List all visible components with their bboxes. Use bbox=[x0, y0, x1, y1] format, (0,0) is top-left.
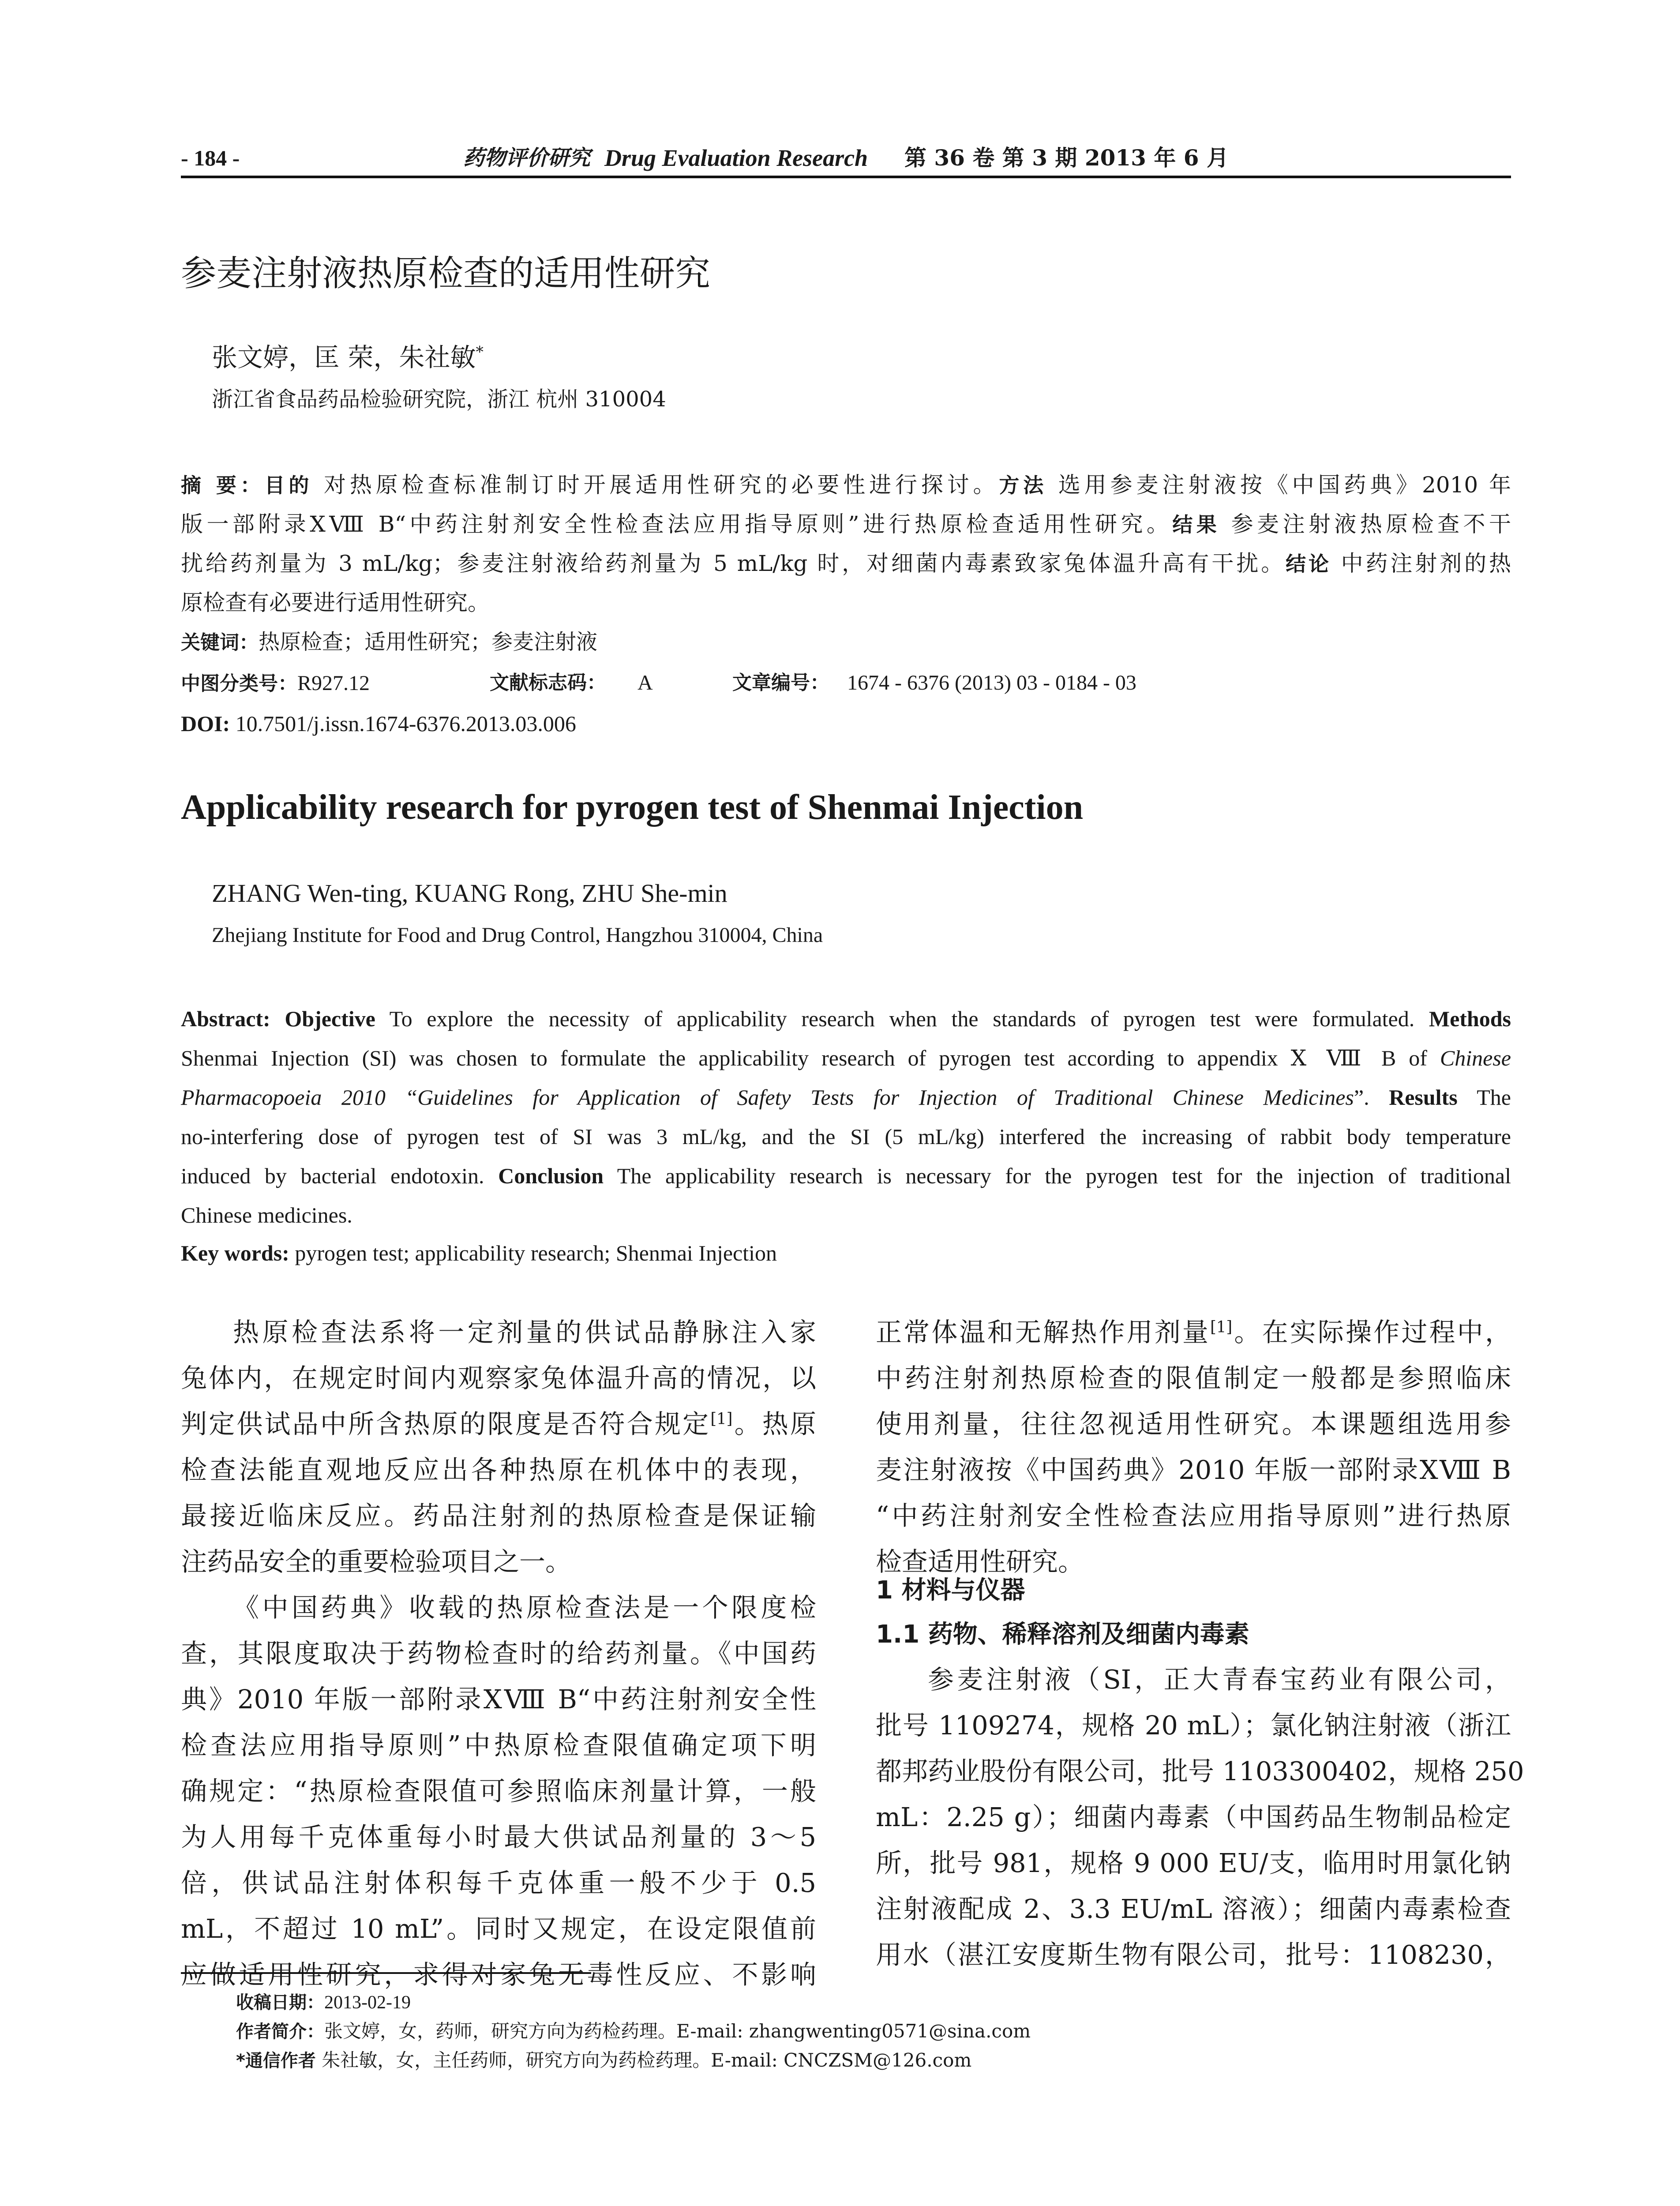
text-run: 。在实际操作过程中， bbox=[1232, 1317, 1511, 1347]
body-line bbox=[181, 1722, 816, 1768]
text-run: 倍，供试品注射体积每千克体重一般不少于 0.5 bbox=[181, 1868, 816, 1898]
journal-issue: 第 36 卷 第 3 期 2013 年 6 月 bbox=[904, 145, 1229, 171]
classification bbox=[181, 665, 1511, 702]
text-run: 参麦注射液热原检查不干 bbox=[1220, 511, 1511, 537]
abstract-en-line bbox=[181, 1117, 1511, 1156]
text-run: 典》2010 年版一部附录ⅩⅧ B“中药注射剂安全性 bbox=[181, 1684, 816, 1715]
text-run: To explore the necessity of applicability research when the standards of pyrogen test were formulated. bbox=[375, 1006, 1429, 1031]
author-bio: 张文婷，女，药师，研究方向为药检药理。E-mail: zhangwenting0571@sina.com bbox=[324, 2020, 1031, 2042]
body-line bbox=[876, 1657, 1511, 1703]
journal-name-en: Drug Evaluation Research bbox=[604, 145, 868, 171]
text-run: Chinese medicines. bbox=[181, 1203, 352, 1227]
text-run: The bbox=[1457, 1085, 1511, 1110]
text-run: 。热原 bbox=[732, 1409, 816, 1439]
text-run: 《中国药典》收载的热原检查法是一个限度检 bbox=[233, 1592, 816, 1623]
authors-cn bbox=[212, 340, 484, 375]
body-line bbox=[181, 1631, 816, 1677]
body-line bbox=[181, 1447, 816, 1493]
body-line bbox=[876, 1794, 1511, 1840]
body-line bbox=[181, 1906, 816, 1952]
title-cn: 参麦注射液热原检查的适用性研究 bbox=[181, 253, 710, 294]
received-date: 2013-02-19 bbox=[324, 1992, 411, 2013]
text-run: 热原检查法系将一定剂量的供试品静脉注入家 bbox=[233, 1317, 816, 1347]
keywords-en-label: Key words: bbox=[181, 1241, 289, 1265]
corresponding-bio: 朱社敏，女，主任药师，研究方向为药检药理。E-mail: CNCZSM@126.com bbox=[315, 2049, 972, 2071]
section-heading-1: 1 材料与仪器 bbox=[876, 1576, 1025, 1605]
text-run: mL，不超过 10 mL”。同时又规定，在设定限值前 bbox=[181, 1913, 816, 1944]
page-number: - 184 - bbox=[181, 146, 240, 170]
text-run: 批号 1109274，规格 20 mL）；氯化钠注射液（浙江 bbox=[876, 1710, 1511, 1741]
authors-cn-names: 张文婷，匡 荣，朱社敏 bbox=[212, 342, 476, 372]
body-line bbox=[876, 1886, 1511, 1932]
text-run: 麦注射液按《中国药典》2010 年版一部附录ⅩⅧ B bbox=[876, 1455, 1511, 1485]
abstract-cn-line bbox=[181, 465, 1511, 505]
clc-label: 中图分类号： bbox=[181, 672, 297, 695]
body-line bbox=[876, 1309, 1511, 1355]
body-line bbox=[181, 1677, 816, 1722]
citation-ref: [1] bbox=[1210, 1318, 1233, 1336]
bold-run: 方法 bbox=[999, 473, 1048, 497]
text-run: 用水（湛江安度斯生物有限公司，批号：1108230， bbox=[876, 1940, 1511, 1970]
text-run: ”. bbox=[1354, 1085, 1389, 1110]
text-run: 原检查有必要进行适用性研究。 bbox=[181, 590, 490, 615]
body-column-left bbox=[181, 1309, 816, 1998]
text-run: 注药品安全的重要检验项目之一。 bbox=[181, 1546, 572, 1577]
text-run: 参麦注射液（SI，正大青春宝药业有限公司， bbox=[928, 1664, 1511, 1695]
footnote-author bbox=[236, 2017, 1031, 2046]
text-run: mL：2.25 g）；细菌内毒素（中国药品生物制品检定 bbox=[876, 1802, 1511, 1832]
body-line bbox=[876, 1748, 1524, 1794]
text-run: 版一部附录ⅩⅧ B“中药注射剂安全性检查法应用指导原则”进行热原检查适用性研究。 bbox=[181, 511, 1173, 537]
abstract-en-line bbox=[181, 1039, 1511, 1078]
body-line bbox=[181, 1585, 816, 1631]
bold-run: 目的 bbox=[264, 473, 313, 497]
bold-run: Conclusion bbox=[498, 1163, 604, 1188]
text-run: 使用剂量，往往忽视适用性研究。本课题组选用参 bbox=[876, 1409, 1511, 1439]
body-line bbox=[876, 1840, 1511, 1886]
text-run: induced by bacterial endotoxin. bbox=[181, 1163, 499, 1188]
body-line bbox=[876, 1401, 1511, 1447]
text-run: Shenmai Injection (SI) was chosen to formulate the applicability research of pyrogen test according to appendix Ⅹ Ⅷ B of bbox=[181, 1046, 1440, 1070]
text-run: The applicability research is necessary for the pyrogen test for the injection of traditional bbox=[604, 1163, 1511, 1188]
body-line bbox=[181, 1539, 816, 1585]
body-line bbox=[181, 1355, 816, 1401]
text-run: 检查适用性研究。 bbox=[876, 1546, 1084, 1577]
text-run: 判定供试品中所含热原的限度是否符合规定 bbox=[181, 1409, 711, 1439]
body-line bbox=[876, 1703, 1511, 1748]
running-header bbox=[181, 140, 1511, 180]
abstract-cn-line bbox=[181, 583, 1511, 623]
article-number: 1674 - 6376 (2013) 03 - 0184 - 03 bbox=[847, 671, 1136, 694]
text-run: 兔体内，在规定时间内观察家兔体温升高的情况，以 bbox=[181, 1363, 816, 1393]
body-line bbox=[181, 1401, 816, 1447]
abstract-cn-line bbox=[181, 505, 1511, 544]
text-run: 注射液配成 2、3.3 EU/mL 溶液）；细菌内毒素检查 bbox=[876, 1894, 1511, 1924]
abstract-cn-label: 摘 要： bbox=[181, 473, 265, 497]
doi-label: DOI: bbox=[181, 711, 230, 736]
text-run: 都邦药业股份有限公司，批号 1103300402，规格 250 bbox=[876, 1756, 1524, 1786]
doi bbox=[181, 706, 576, 741]
body-line bbox=[181, 1768, 816, 1814]
clc-number: R927.12 bbox=[297, 672, 370, 695]
body-line bbox=[876, 1493, 1511, 1539]
bold-run: Methods bbox=[1429, 1006, 1511, 1031]
corresponding-label: *通信作者 bbox=[236, 2051, 316, 2071]
body-column-right-materials bbox=[876, 1657, 1524, 1978]
header-rule bbox=[181, 176, 1511, 178]
title-en: Applicability research for pyrogen test of Shenmai Injection bbox=[181, 788, 1084, 827]
doi-value: 10.7501/j.issn.1674-6376.2013.03.006 bbox=[235, 711, 576, 736]
keywords-en bbox=[181, 1235, 777, 1271]
text-run: 应做适用性研究，求得对家兔无毒性反应、不影响 bbox=[181, 1959, 816, 1990]
footnote-rule bbox=[181, 1972, 591, 1974]
text-run: “中药注射剂安全性检查法应用指导原则”进行热原 bbox=[876, 1501, 1511, 1531]
body-line bbox=[876, 1932, 1511, 1978]
keywords-cn bbox=[181, 624, 597, 660]
section-heading-1-1: 1.1 药物、稀释溶剂及细菌内毒素 bbox=[876, 1620, 1249, 1649]
text-run: 最接近临床反应。药品注射剂的热原检查是保证输 bbox=[181, 1501, 816, 1531]
abstract-cn-line bbox=[181, 544, 1511, 583]
text-run: 中药注射剂的热 bbox=[1331, 551, 1511, 576]
journal-name-cn: 药物评价研究 bbox=[463, 146, 591, 170]
bold-run: Abstract: Objective bbox=[181, 1006, 375, 1031]
text-run: 对热原检查标准制订时开展适用性研究的必要性进行探讨。 bbox=[313, 472, 999, 498]
body-column-right-intro bbox=[876, 1309, 1511, 1585]
text-run: 检查法应用指导原则”中热原检查限值确定项下明 bbox=[181, 1730, 816, 1760]
abstract-en-line bbox=[181, 1156, 1511, 1196]
bold-run: 结果 bbox=[1172, 513, 1221, 536]
body-line bbox=[181, 1814, 816, 1860]
text-run: 中药注射剂热原检查的限值制定一般都是参照临床 bbox=[876, 1363, 1511, 1393]
abstract-en-line bbox=[181, 1196, 1511, 1235]
affiliation-cn: 浙江省食品药品检验研究院，浙江 杭州 310004 bbox=[212, 387, 666, 412]
text-run: 扰给药剂量为 3 mL/kg；参麦注射液给药剂量为 5 mL/kg 时，对细菌内毒素致家兔体温升高有干扰。 bbox=[181, 551, 1286, 576]
body-line bbox=[876, 1447, 1511, 1493]
abstract-en bbox=[181, 999, 1511, 1235]
text-run: 确规定：“热原检查限值可参照临床剂量计算，一般 bbox=[181, 1776, 816, 1806]
citation-ref: [1] bbox=[710, 1410, 733, 1428]
body-line bbox=[876, 1355, 1511, 1401]
keywords-en-text: pyrogen test; applicability research; Shenmai Injection bbox=[295, 1241, 777, 1265]
author-bio-label: 作者简介： bbox=[236, 2022, 324, 2042]
body-line bbox=[181, 1309, 816, 1355]
corresponding-mark: * bbox=[476, 343, 484, 361]
footnote-corresponding bbox=[236, 2046, 971, 2075]
article-number-label: 文章编号： bbox=[732, 672, 829, 694]
affiliation-en: Zhejiang Institute for Food and Drug Control, Hangzhou 310004, China bbox=[212, 923, 823, 947]
doc-code: A bbox=[638, 671, 653, 694]
doc-code-label: 文献标志码： bbox=[490, 672, 606, 694]
text-run: 正常体温和无解热作用剂量 bbox=[876, 1317, 1211, 1347]
text-run: Pharmacopoeia 2010 “Guidelines for Application of Safety Tests for Injection of Traditional Chinese Medicines bbox=[181, 1085, 1354, 1110]
text-run: Chinese bbox=[1440, 1046, 1511, 1070]
authors-en: ZHANG Wen-ting, KUANG Rong, ZHU She-min bbox=[212, 879, 728, 908]
abstract-en-line bbox=[181, 999, 1511, 1039]
bold-run: Results bbox=[1389, 1085, 1458, 1110]
keywords-cn-text: 热原检查；适用性研究；参麦注射液 bbox=[259, 630, 598, 654]
text-run: 为人用每千克体重每小时最大供试品剂量的 3～5 bbox=[181, 1822, 816, 1852]
body-line bbox=[181, 1860, 816, 1906]
bold-run: 结论 bbox=[1286, 552, 1331, 576]
text-run: 检查法能直观地反应出各种热原在机体中的表现， bbox=[181, 1455, 816, 1485]
footnote-received bbox=[236, 1988, 411, 2017]
body-line bbox=[181, 1493, 816, 1539]
abstract-en-line bbox=[181, 1078, 1511, 1117]
text-run: 选用参麦注射液按《中国药典》2010 年 bbox=[1047, 472, 1511, 498]
abstract-cn bbox=[181, 465, 1511, 623]
text-run: 查，其限度取决于药物检查时的给药剂量。《中国药 bbox=[181, 1638, 816, 1669]
keywords-cn-label: 关键词： bbox=[181, 631, 259, 654]
text-run: no-interfering dose of pyrogen test of SI was 3 mL/kg, and the SI (5 mL/kg) interfered the increasing of rabbit body temperature bbox=[181, 1124, 1511, 1149]
received-label: 收稿日期： bbox=[236, 1992, 324, 2013]
text-run: 所，批号 981，规格 9 000 EU/支，临用时用氯化钠 bbox=[876, 1848, 1511, 1878]
